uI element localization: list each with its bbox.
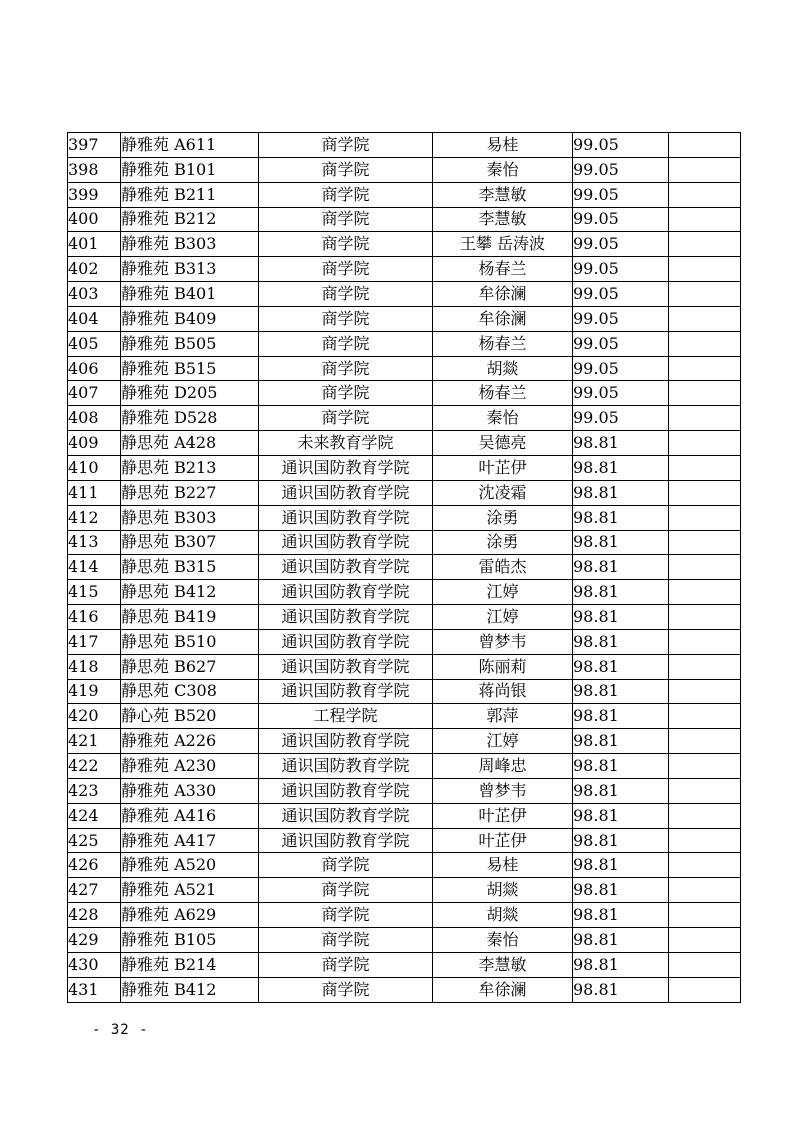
- table-row: [68, 207, 741, 232]
- dorm-room-cell: 静雅苑 D528: [121, 406, 259, 431]
- college-cell: 商学院: [259, 331, 433, 356]
- row-number-cell: 407: [68, 381, 121, 406]
- row-number-cell: 397: [68, 133, 121, 158]
- row-number-cell: 404: [68, 306, 121, 331]
- college-cell: 商学院: [259, 207, 433, 232]
- college-cell: 通识国防教育学院: [259, 555, 433, 580]
- table-row: [68, 157, 741, 182]
- table-row: [68, 580, 741, 605]
- remark-cell: [669, 356, 741, 381]
- score-cell: 99.05: [573, 331, 669, 356]
- table-row: [68, 952, 741, 977]
- counselor-name-cell: 江婷: [433, 729, 573, 754]
- row-number-cell: 408: [68, 406, 121, 431]
- college-cell: 通识国防教育学院: [259, 679, 433, 704]
- remark-cell: [669, 754, 741, 779]
- table-row: [68, 306, 741, 331]
- remark-cell: [669, 480, 741, 505]
- remark-cell: [669, 977, 741, 1002]
- row-number-cell: 405: [68, 331, 121, 356]
- score-cell: 98.81: [573, 878, 669, 903]
- dorm-room-cell: 静雅苑 B505: [121, 331, 259, 356]
- remark-cell: [669, 455, 741, 480]
- remark-cell: [669, 605, 741, 630]
- college-cell: 商学院: [259, 182, 433, 207]
- row-number-cell: 416: [68, 605, 121, 630]
- dorm-room-cell: 静思苑 A428: [121, 431, 259, 456]
- dorm-room-cell: 静雅苑 A230: [121, 754, 259, 779]
- table-row: [68, 778, 741, 803]
- college-cell: 通识国防教育学院: [259, 580, 433, 605]
- college-cell: 通识国防教育学院: [259, 803, 433, 828]
- table-row: [68, 679, 741, 704]
- college-cell: 通识国防教育学院: [259, 754, 433, 779]
- remark-cell: [669, 803, 741, 828]
- college-cell: 工程学院: [259, 704, 433, 729]
- dorm-room-cell: 静思苑 B419: [121, 605, 259, 630]
- table-row: [68, 629, 741, 654]
- remark-cell: [669, 133, 741, 158]
- score-cell: 98.81: [573, 679, 669, 704]
- score-cell: 98.81: [573, 754, 669, 779]
- dorm-room-cell: 静雅苑 B409: [121, 306, 259, 331]
- table-row: [68, 828, 741, 853]
- counselor-name-cell: 牟徐澜: [433, 306, 573, 331]
- dorm-room-cell: 静雅苑 B214: [121, 952, 259, 977]
- college-cell: 未来教育学院: [259, 431, 433, 456]
- dorm-room-cell: 静雅苑 B105: [121, 928, 259, 953]
- college-cell: 通识国防教育学院: [259, 480, 433, 505]
- score-cell: 98.81: [573, 778, 669, 803]
- score-cell: 98.81: [573, 530, 669, 555]
- college-cell: 通识国防教育学院: [259, 654, 433, 679]
- counselor-name-cell: 蒋尚银: [433, 679, 573, 704]
- row-number-cell: 399: [68, 182, 121, 207]
- counselor-name-cell: 牟徐澜: [433, 282, 573, 307]
- score-cell: 98.81: [573, 952, 669, 977]
- remark-cell: [669, 952, 741, 977]
- college-cell: 通识国防教育学院: [259, 455, 433, 480]
- dorm-room-cell: 静心苑 B520: [121, 704, 259, 729]
- remark-cell: [669, 232, 741, 257]
- row-number-cell: 415: [68, 580, 121, 605]
- remark-cell: [669, 629, 741, 654]
- row-number-cell: 420: [68, 704, 121, 729]
- score-cell: 98.81: [573, 629, 669, 654]
- row-number-cell: 426: [68, 853, 121, 878]
- college-cell: 商学院: [259, 381, 433, 406]
- row-number-cell: 400: [68, 207, 121, 232]
- row-number-cell: 412: [68, 505, 121, 530]
- dorm-room-cell: 静思苑 B510: [121, 629, 259, 654]
- table-row: [68, 331, 741, 356]
- college-cell: 商学院: [259, 257, 433, 282]
- college-cell: 商学院: [259, 306, 433, 331]
- remark-cell: [669, 530, 741, 555]
- counselor-name-cell: 易桂: [433, 853, 573, 878]
- college-cell: 通识国防教育学院: [259, 778, 433, 803]
- counselor-name-cell: 牟徐澜: [433, 977, 573, 1002]
- remark-cell: [669, 679, 741, 704]
- college-cell: 商学院: [259, 903, 433, 928]
- college-cell: 商学院: [259, 157, 433, 182]
- row-number-cell: 413: [68, 530, 121, 555]
- row-number-cell: 423: [68, 778, 121, 803]
- score-cell: 98.81: [573, 480, 669, 505]
- table-row: [68, 381, 741, 406]
- counselor-name-cell: 江婷: [433, 605, 573, 630]
- score-cell: 98.81: [573, 704, 669, 729]
- counselor-name-cell: 秦怡: [433, 406, 573, 431]
- table-row: [68, 853, 741, 878]
- counselor-name-cell: 曾梦韦: [433, 778, 573, 803]
- remark-cell: [669, 157, 741, 182]
- counselor-name-cell: 胡燚: [433, 903, 573, 928]
- table-row: [68, 530, 741, 555]
- score-cell: 99.05: [573, 182, 669, 207]
- dorm-room-cell: 静雅苑 A611: [121, 133, 259, 158]
- counselor-name-cell: 王攀 岳涛波: [433, 232, 573, 257]
- row-number-cell: 424: [68, 803, 121, 828]
- score-cell: 99.05: [573, 207, 669, 232]
- remark-cell: [669, 381, 741, 406]
- table-row: [68, 406, 741, 431]
- remark-cell: [669, 505, 741, 530]
- score-cell: 98.81: [573, 555, 669, 580]
- remark-cell: [669, 928, 741, 953]
- remark-cell: [669, 431, 741, 456]
- dorm-room-cell: 静雅苑 A629: [121, 903, 259, 928]
- remark-cell: [669, 207, 741, 232]
- counselor-name-cell: 叶芷伊: [433, 828, 573, 853]
- row-number-cell: 402: [68, 257, 121, 282]
- row-number-cell: 421: [68, 729, 121, 754]
- remark-cell: [669, 778, 741, 803]
- counselor-name-cell: 杨春兰: [433, 331, 573, 356]
- remark-cell: [669, 555, 741, 580]
- table-row: [68, 878, 741, 903]
- row-number-cell: 398: [68, 157, 121, 182]
- dorm-room-cell: 静雅苑 A330: [121, 778, 259, 803]
- college-cell: 商学院: [259, 928, 433, 953]
- counselor-name-cell: 雷皓杰: [433, 555, 573, 580]
- counselor-name-cell: 胡燚: [433, 878, 573, 903]
- counselor-name-cell: 易桂: [433, 133, 573, 158]
- college-cell: 商学院: [259, 406, 433, 431]
- college-cell: 商学院: [259, 952, 433, 977]
- row-number-cell: 414: [68, 555, 121, 580]
- college-cell: 商学院: [259, 232, 433, 257]
- score-cell: 98.81: [573, 580, 669, 605]
- remark-cell: [669, 878, 741, 903]
- dorm-room-cell: 静思苑 B307: [121, 530, 259, 555]
- score-cell: 98.81: [573, 928, 669, 953]
- row-number-cell: 417: [68, 629, 121, 654]
- college-cell: 商学院: [259, 133, 433, 158]
- table-row: [68, 257, 741, 282]
- score-cell: 98.81: [573, 729, 669, 754]
- dorm-room-cell: 静雅苑 A520: [121, 853, 259, 878]
- score-cell: 98.81: [573, 803, 669, 828]
- dorm-room-cell: 静思苑 B627: [121, 654, 259, 679]
- table-row: [68, 282, 741, 307]
- table-body: [68, 133, 741, 1003]
- score-cell: 99.05: [573, 257, 669, 282]
- dorm-room-cell: 静思苑 C308: [121, 679, 259, 704]
- college-cell: 通识国防教育学院: [259, 629, 433, 654]
- page-number: - 32 -: [92, 1022, 149, 1038]
- score-cell: 99.05: [573, 306, 669, 331]
- counselor-name-cell: 曾梦韦: [433, 629, 573, 654]
- table-row: [68, 182, 741, 207]
- dorm-room-cell: 静思苑 B213: [121, 455, 259, 480]
- counselor-name-cell: 李慧敏: [433, 182, 573, 207]
- college-cell: 商学院: [259, 878, 433, 903]
- table-row: [68, 704, 741, 729]
- table-row: [68, 480, 741, 505]
- dorm-room-cell: 静雅苑 B401: [121, 282, 259, 307]
- remark-cell: [669, 729, 741, 754]
- row-number-cell: 419: [68, 679, 121, 704]
- college-cell: 商学院: [259, 282, 433, 307]
- dorm-room-cell: 静思苑 B412: [121, 580, 259, 605]
- remark-cell: [669, 257, 741, 282]
- dorm-room-cell: 静雅苑 B313: [121, 257, 259, 282]
- college-cell: 通识国防教育学院: [259, 605, 433, 630]
- counselor-name-cell: 吴德亮: [433, 431, 573, 456]
- table-row: [68, 133, 741, 158]
- score-cell: 98.81: [573, 455, 669, 480]
- dorm-room-cell: 静雅苑 B303: [121, 232, 259, 257]
- score-cell: 99.05: [573, 157, 669, 182]
- score-cell: 99.05: [573, 282, 669, 307]
- table-row: [68, 729, 741, 754]
- counselor-name-cell: 陈丽莉: [433, 654, 573, 679]
- table-row: [68, 455, 741, 480]
- row-number-cell: 401: [68, 232, 121, 257]
- row-number-cell: 422: [68, 754, 121, 779]
- college-cell: 商学院: [259, 977, 433, 1002]
- dorm-room-cell: 静雅苑 B101: [121, 157, 259, 182]
- score-cell: 99.05: [573, 381, 669, 406]
- score-cell: 99.05: [573, 356, 669, 381]
- counselor-name-cell: 涂勇: [433, 505, 573, 530]
- row-number-cell: 429: [68, 928, 121, 953]
- row-number-cell: 428: [68, 903, 121, 928]
- remark-cell: [669, 282, 741, 307]
- dorm-room-cell: 静雅苑 A416: [121, 803, 259, 828]
- dorm-room-cell: 静雅苑 D205: [121, 381, 259, 406]
- score-cell: 99.05: [573, 232, 669, 257]
- score-cell: 98.81: [573, 654, 669, 679]
- row-number-cell: 431: [68, 977, 121, 1002]
- score-cell: 98.81: [573, 828, 669, 853]
- dorm-room-cell: 静雅苑 A521: [121, 878, 259, 903]
- counselor-name-cell: 叶芷伊: [433, 803, 573, 828]
- counselor-name-cell: 沈凌霜: [433, 480, 573, 505]
- row-number-cell: 430: [68, 952, 121, 977]
- counselor-name-cell: 江婷: [433, 580, 573, 605]
- row-number-cell: 411: [68, 480, 121, 505]
- dormitory-score-table: [67, 132, 741, 1003]
- row-number-cell: 418: [68, 654, 121, 679]
- counselor-name-cell: 周峰忠: [433, 754, 573, 779]
- score-cell: 99.05: [573, 133, 669, 158]
- counselor-name-cell: 杨春兰: [433, 257, 573, 282]
- counselor-name-cell: 叶芷伊: [433, 455, 573, 480]
- row-number-cell: 410: [68, 455, 121, 480]
- dorm-room-cell: 静雅苑 B412: [121, 977, 259, 1002]
- row-number-cell: 409: [68, 431, 121, 456]
- remark-cell: [669, 406, 741, 431]
- table-row: [68, 803, 741, 828]
- college-cell: 商学院: [259, 356, 433, 381]
- remark-cell: [669, 580, 741, 605]
- table-row: [68, 754, 741, 779]
- table-row: [68, 977, 741, 1002]
- college-cell: 通识国防教育学院: [259, 729, 433, 754]
- counselor-name-cell: 胡燚: [433, 356, 573, 381]
- dorm-room-cell: 静思苑 B303: [121, 505, 259, 530]
- score-cell: 98.81: [573, 431, 669, 456]
- dorm-room-cell: 静雅苑 A226: [121, 729, 259, 754]
- score-cell: 98.81: [573, 977, 669, 1002]
- dorm-room-cell: 静思苑 B315: [121, 555, 259, 580]
- remark-cell: [669, 704, 741, 729]
- table-row: [68, 605, 741, 630]
- counselor-name-cell: 涂勇: [433, 530, 573, 555]
- counselor-name-cell: 秦怡: [433, 928, 573, 953]
- score-cell: 99.05: [573, 406, 669, 431]
- table-row: [68, 928, 741, 953]
- counselor-name-cell: 李慧敏: [433, 952, 573, 977]
- remark-cell: [669, 853, 741, 878]
- table-row: [68, 505, 741, 530]
- remark-cell: [669, 903, 741, 928]
- remark-cell: [669, 182, 741, 207]
- remark-cell: [669, 306, 741, 331]
- remark-cell: [669, 828, 741, 853]
- college-cell: 商学院: [259, 853, 433, 878]
- counselor-name-cell: 郭萍: [433, 704, 573, 729]
- remark-cell: [669, 654, 741, 679]
- table-row: [68, 654, 741, 679]
- table-row: [68, 431, 741, 456]
- row-number-cell: 427: [68, 878, 121, 903]
- counselor-name-cell: 李慧敏: [433, 207, 573, 232]
- table-row: [68, 555, 741, 580]
- table-row: [68, 232, 741, 257]
- table-row: [68, 356, 741, 381]
- college-cell: 通识国防教育学院: [259, 505, 433, 530]
- score-cell: 98.81: [573, 903, 669, 928]
- row-number-cell: 425: [68, 828, 121, 853]
- score-cell: 98.81: [573, 853, 669, 878]
- remark-cell: [669, 331, 741, 356]
- row-number-cell: 406: [68, 356, 121, 381]
- row-number-cell: 403: [68, 282, 121, 307]
- college-cell: 通识国防教育学院: [259, 828, 433, 853]
- score-cell: 98.81: [573, 605, 669, 630]
- dorm-room-cell: 静雅苑 B211: [121, 182, 259, 207]
- dorm-room-cell: 静思苑 B227: [121, 480, 259, 505]
- score-cell: 98.81: [573, 505, 669, 530]
- dorm-room-cell: 静雅苑 B212: [121, 207, 259, 232]
- dorm-room-cell: 静雅苑 B515: [121, 356, 259, 381]
- dorm-room-cell: 静雅苑 A417: [121, 828, 259, 853]
- table-row: [68, 903, 741, 928]
- college-cell: 通识国防教育学院: [259, 530, 433, 555]
- counselor-name-cell: 杨春兰: [433, 381, 573, 406]
- counselor-name-cell: 秦怡: [433, 157, 573, 182]
